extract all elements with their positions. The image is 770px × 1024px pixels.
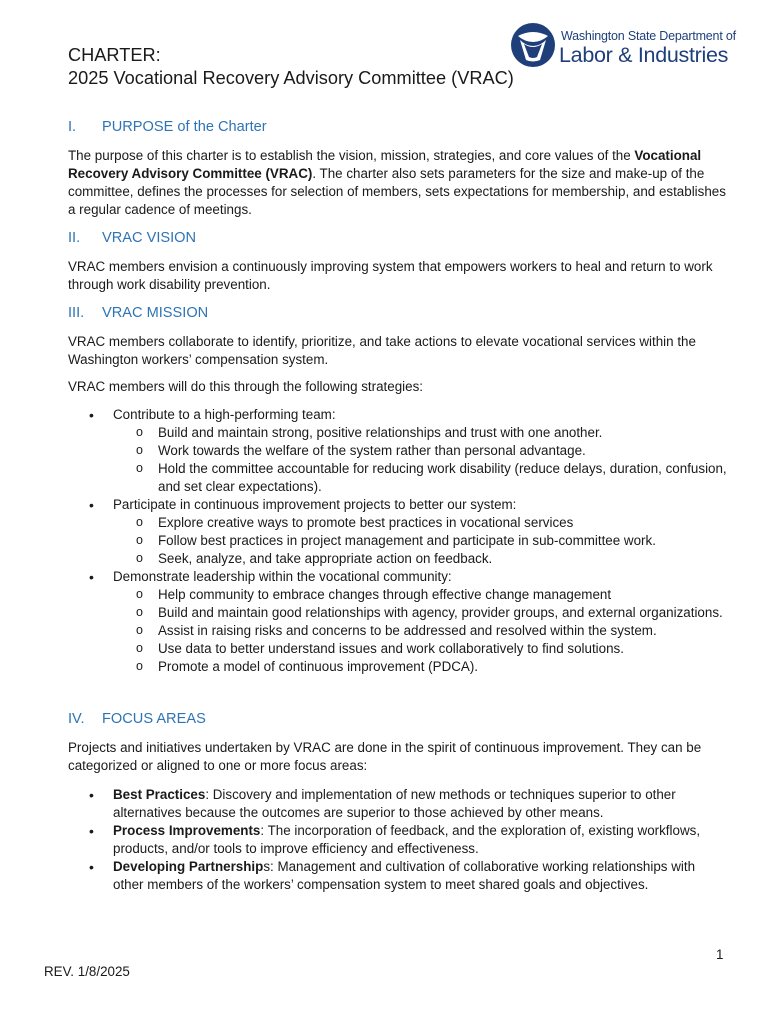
- revision-date: REV. 1/8/2025: [44, 964, 130, 979]
- section-number: III.: [68, 305, 85, 321]
- strategy-text: Participate in continuous improvement projects to better our system:: [113, 497, 517, 512]
- list-item: [68, 786, 728, 822]
- focus-area-description: s: Management and cultivation of collaborative working relationships with other members of the workers’ compensation system to meet shared goals and objectives.: [113, 859, 696, 892]
- section-heading-purpose: [68, 118, 267, 136]
- section-title: VRAC MISSION: [102, 305, 209, 321]
- section-title: PURPOSE of the Charter: [102, 119, 267, 135]
- list-item: o Seek, analyze, and take appropriate action on feedback.: [113, 550, 728, 568]
- section-number: IV.: [68, 711, 85, 727]
- list-item: o Hold the committee accountable for reducing work disability (reduce delays, duration, confusion, and set clear expectations).: [113, 460, 728, 496]
- list-item: o Help community to embrace changes through effective change management: [113, 586, 728, 604]
- title-line-1: CHARTER:: [68, 45, 161, 65]
- logo-agency-name: Labor & Industries: [559, 43, 729, 67]
- list-item: [68, 568, 728, 676]
- strategy-text: Contribute to a high-performing team:: [113, 407, 336, 422]
- agency-logo: [510, 20, 736, 72]
- sub-list: [113, 586, 728, 676]
- strategies-intro: VRAC members will do this through the following strategies:: [68, 379, 424, 394]
- sub-list: [113, 424, 728, 496]
- list-item: [68, 496, 728, 568]
- section-title: FOCUS AREAS: [102, 711, 206, 727]
- list-item: o Promote a model of continuous improvement (PDCA).: [113, 658, 728, 676]
- purpose-paragraph: [68, 147, 730, 219]
- list-item: o Build and maintain strong, positive relationships and trust with one another.: [113, 424, 728, 442]
- focus-area-name: Developing Partnership: [113, 859, 264, 874]
- list-item: o Follow best practices in project management and participate in sub-committee work.: [113, 532, 728, 550]
- section-number: II.: [68, 230, 81, 246]
- page-number: 1: [716, 947, 724, 962]
- focus-area-name: Process Improvements: [113, 823, 261, 838]
- list-item: [68, 822, 728, 858]
- title-line-2: 2025 Vocational Recovery Advisory Committee (VRAC): [68, 68, 514, 88]
- list-item: [68, 406, 728, 496]
- section-title: VRAC VISION: [102, 230, 197, 246]
- list-item: o Assist in raising risks and concerns to be addressed and resolved within the system.: [113, 622, 728, 640]
- logo-department-text: Washington State Department of: [561, 29, 736, 43]
- strategy-text: Demonstrate leadership within the vocational community:: [113, 569, 452, 584]
- focus-areas-list: [68, 786, 728, 894]
- list-item: o Work towards the welfare of the system rather than personal advantage.: [113, 442, 728, 460]
- list-item: o Explore creative ways to promote best practices in vocational services: [113, 514, 728, 532]
- section-heading-vision: [68, 229, 196, 247]
- list-item: [68, 858, 728, 894]
- section-heading-mission: [68, 304, 208, 322]
- section-number: I.: [68, 119, 77, 135]
- vision-paragraph: VRAC members envision a continuously improving system that empowers workers to heal and return to work through work disability prevention.: [68, 259, 713, 292]
- sub-list: [113, 514, 728, 568]
- mission-paragraph: VRAC members collaborate to identify, prioritize, and take actions to elevate vocational services within the Washington workers’ compensation system.: [68, 334, 696, 367]
- focus-area-description: : The incorporation of feedback, and the exploration of, existing workflows, products, and/or tools to improve efficiency and effectiveness.: [113, 823, 701, 856]
- purpose-committee-name: Vocational Recovery Advisory Committee (VRAC): [68, 148, 702, 181]
- purpose-text-end: . The charter also sets parameters for the size and make-up of the committee, defines the processes for selection of members, sets expectations for membership, and establishes a regular cadence of meetings.: [68, 166, 726, 217]
- focus-area-description: : Discovery and implementation of new methods or techniques superior to other alternatives because the outcomes are superior to those achieved by other means.: [113, 787, 676, 820]
- list-item: o Use data to better understand issues and work collaboratively to find solutions.: [113, 640, 728, 658]
- strategies-list: [68, 406, 728, 676]
- section-heading-focus-areas: [68, 710, 206, 728]
- focus-areas-paragraph: Projects and initiatives undertaken by VRAC are done in the spirit of continuous improvement. They can be categorized or aligned to one or more focus areas:: [68, 740, 702, 773]
- purpose-text-start: The purpose of this charter is to establish the vision, mission, strategies, and core values of the: [68, 148, 635, 163]
- list-item: o Build and maintain good relationships with agency, provider groups, and external organizations.: [113, 604, 728, 622]
- document-title: [68, 44, 514, 90]
- focus-area-name: Best Practices: [113, 787, 206, 802]
- labor-industries-logo-mark-icon: [510, 22, 556, 68]
